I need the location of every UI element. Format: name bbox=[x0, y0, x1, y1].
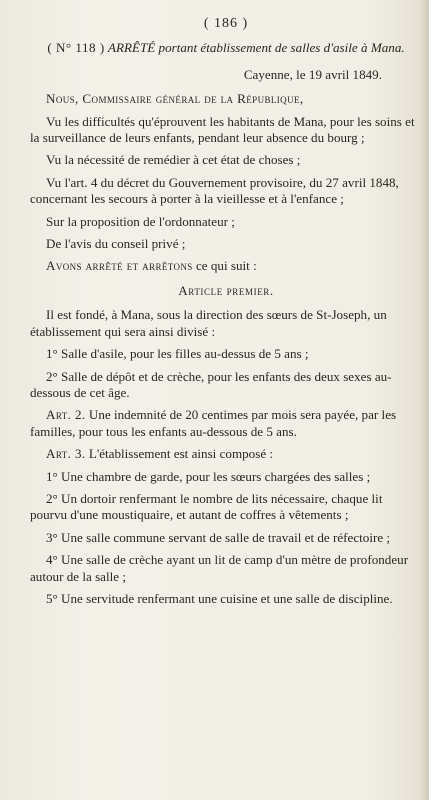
article-paragraph bbox=[30, 552, 422, 585]
paragraph-text: Vu l'art. 4 du décret du Gouvernement provisoire, du 27 avril 1848, concernant les secours à porter à la vieillesse et à l'enfance ; bbox=[30, 174, 399, 207]
paragraph-text: L'établissement est ainsi composé : bbox=[85, 446, 274, 462]
preamble-paragraph bbox=[30, 152, 422, 168]
page-number: ( 186 ) bbox=[203, 16, 249, 31]
article-paragraph bbox=[30, 369, 422, 402]
article-label: Art. 3. bbox=[46, 446, 86, 462]
paragraph-text: Vu les difficultés qu'éprouvent les habitants de Mana, pour les soins et la surveillance de leurs enfants, pendant leur absence du bourg ; bbox=[30, 113, 415, 146]
paragraph-text: 2° Un dortoir renfermant le nombre de lits nécessaire, chaque lit pourvu d'une moustiquaire, et autant de coffres à vêtements ; bbox=[30, 490, 383, 523]
decree-number: ( N° 118 ) bbox=[47, 40, 105, 56]
paragraph-text: 1° Une chambre de garde, pour les sœurs chargées des salles ; bbox=[46, 468, 371, 484]
paragraph-text: Une indemnité de 20 centimes par mois sera payée, par les familles, pour tous les enfants au-dessous de 5 ans. bbox=[30, 407, 397, 439]
article-label: Art. 2. bbox=[46, 407, 86, 423]
paragraph-text: 4° Une salle de crèche ayant un lit de camp d'un mètre de profondeur autour de la salle ; bbox=[30, 552, 409, 584]
article-paragraph bbox=[30, 346, 422, 362]
paragraph-lead: Nous, Commissaire général de la République, bbox=[46, 91, 304, 107]
preamble-paragraph bbox=[30, 214, 422, 230]
article-paragraph bbox=[30, 491, 422, 524]
place-date: Cayenne, le 19 avril 1849. bbox=[243, 66, 382, 82]
articles bbox=[30, 307, 422, 607]
preamble-paragraph bbox=[30, 258, 422, 274]
paragraph-text: De l'avis du conseil privé ; bbox=[46, 236, 186, 252]
paragraph-lead: Avons arrêté et arrêtons bbox=[46, 258, 193, 274]
preamble bbox=[30, 91, 422, 275]
paragraph-text: Il est fondé, à Mana, sous la direction des sœurs de St-Joseph, un établissement qui sera ainsi divisé : bbox=[30, 307, 387, 339]
preamble-paragraph bbox=[30, 175, 422, 208]
paragraph-text: 3° Une salle commune servant de salle de travail et de réfectoire ; bbox=[46, 529, 391, 545]
paragraph-text: 5° Une servitude renfermant une cuisine et une salle de discipline. bbox=[46, 590, 393, 606]
decree-title-text: ARRÊTÉ portant établissement de salles d'asile à Mana. bbox=[108, 40, 405, 56]
article-paragraph bbox=[30, 307, 422, 340]
preamble-paragraph bbox=[30, 114, 422, 147]
paragraph-text: Vu la nécessité de remédier à cet état de choses ; bbox=[46, 152, 301, 168]
article-paragraph bbox=[30, 530, 422, 546]
paragraph-text: 2° Salle de dépôt et de crèche, pour les enfants des deux sexes au-dessous de cet âge. bbox=[30, 368, 392, 400]
article-paragraph bbox=[30, 407, 422, 440]
article-paragraph bbox=[30, 591, 422, 607]
paragraph-text: 1° Salle d'asile, pour les filles au-dessus de 5 ans ; bbox=[46, 346, 309, 362]
paragraph-text: Sur la proposition de l'ordonnateur ; bbox=[46, 213, 235, 229]
preamble-paragraph bbox=[30, 236, 422, 252]
page-text bbox=[30, 16, 422, 613]
article-paragraph bbox=[30, 446, 422, 462]
preamble-paragraph bbox=[30, 91, 422, 107]
article-heading: Article premier. bbox=[178, 282, 274, 298]
paragraph-text: ce qui suit : bbox=[192, 258, 257, 274]
article-paragraph bbox=[30, 469, 422, 485]
decree-title bbox=[30, 40, 422, 56]
